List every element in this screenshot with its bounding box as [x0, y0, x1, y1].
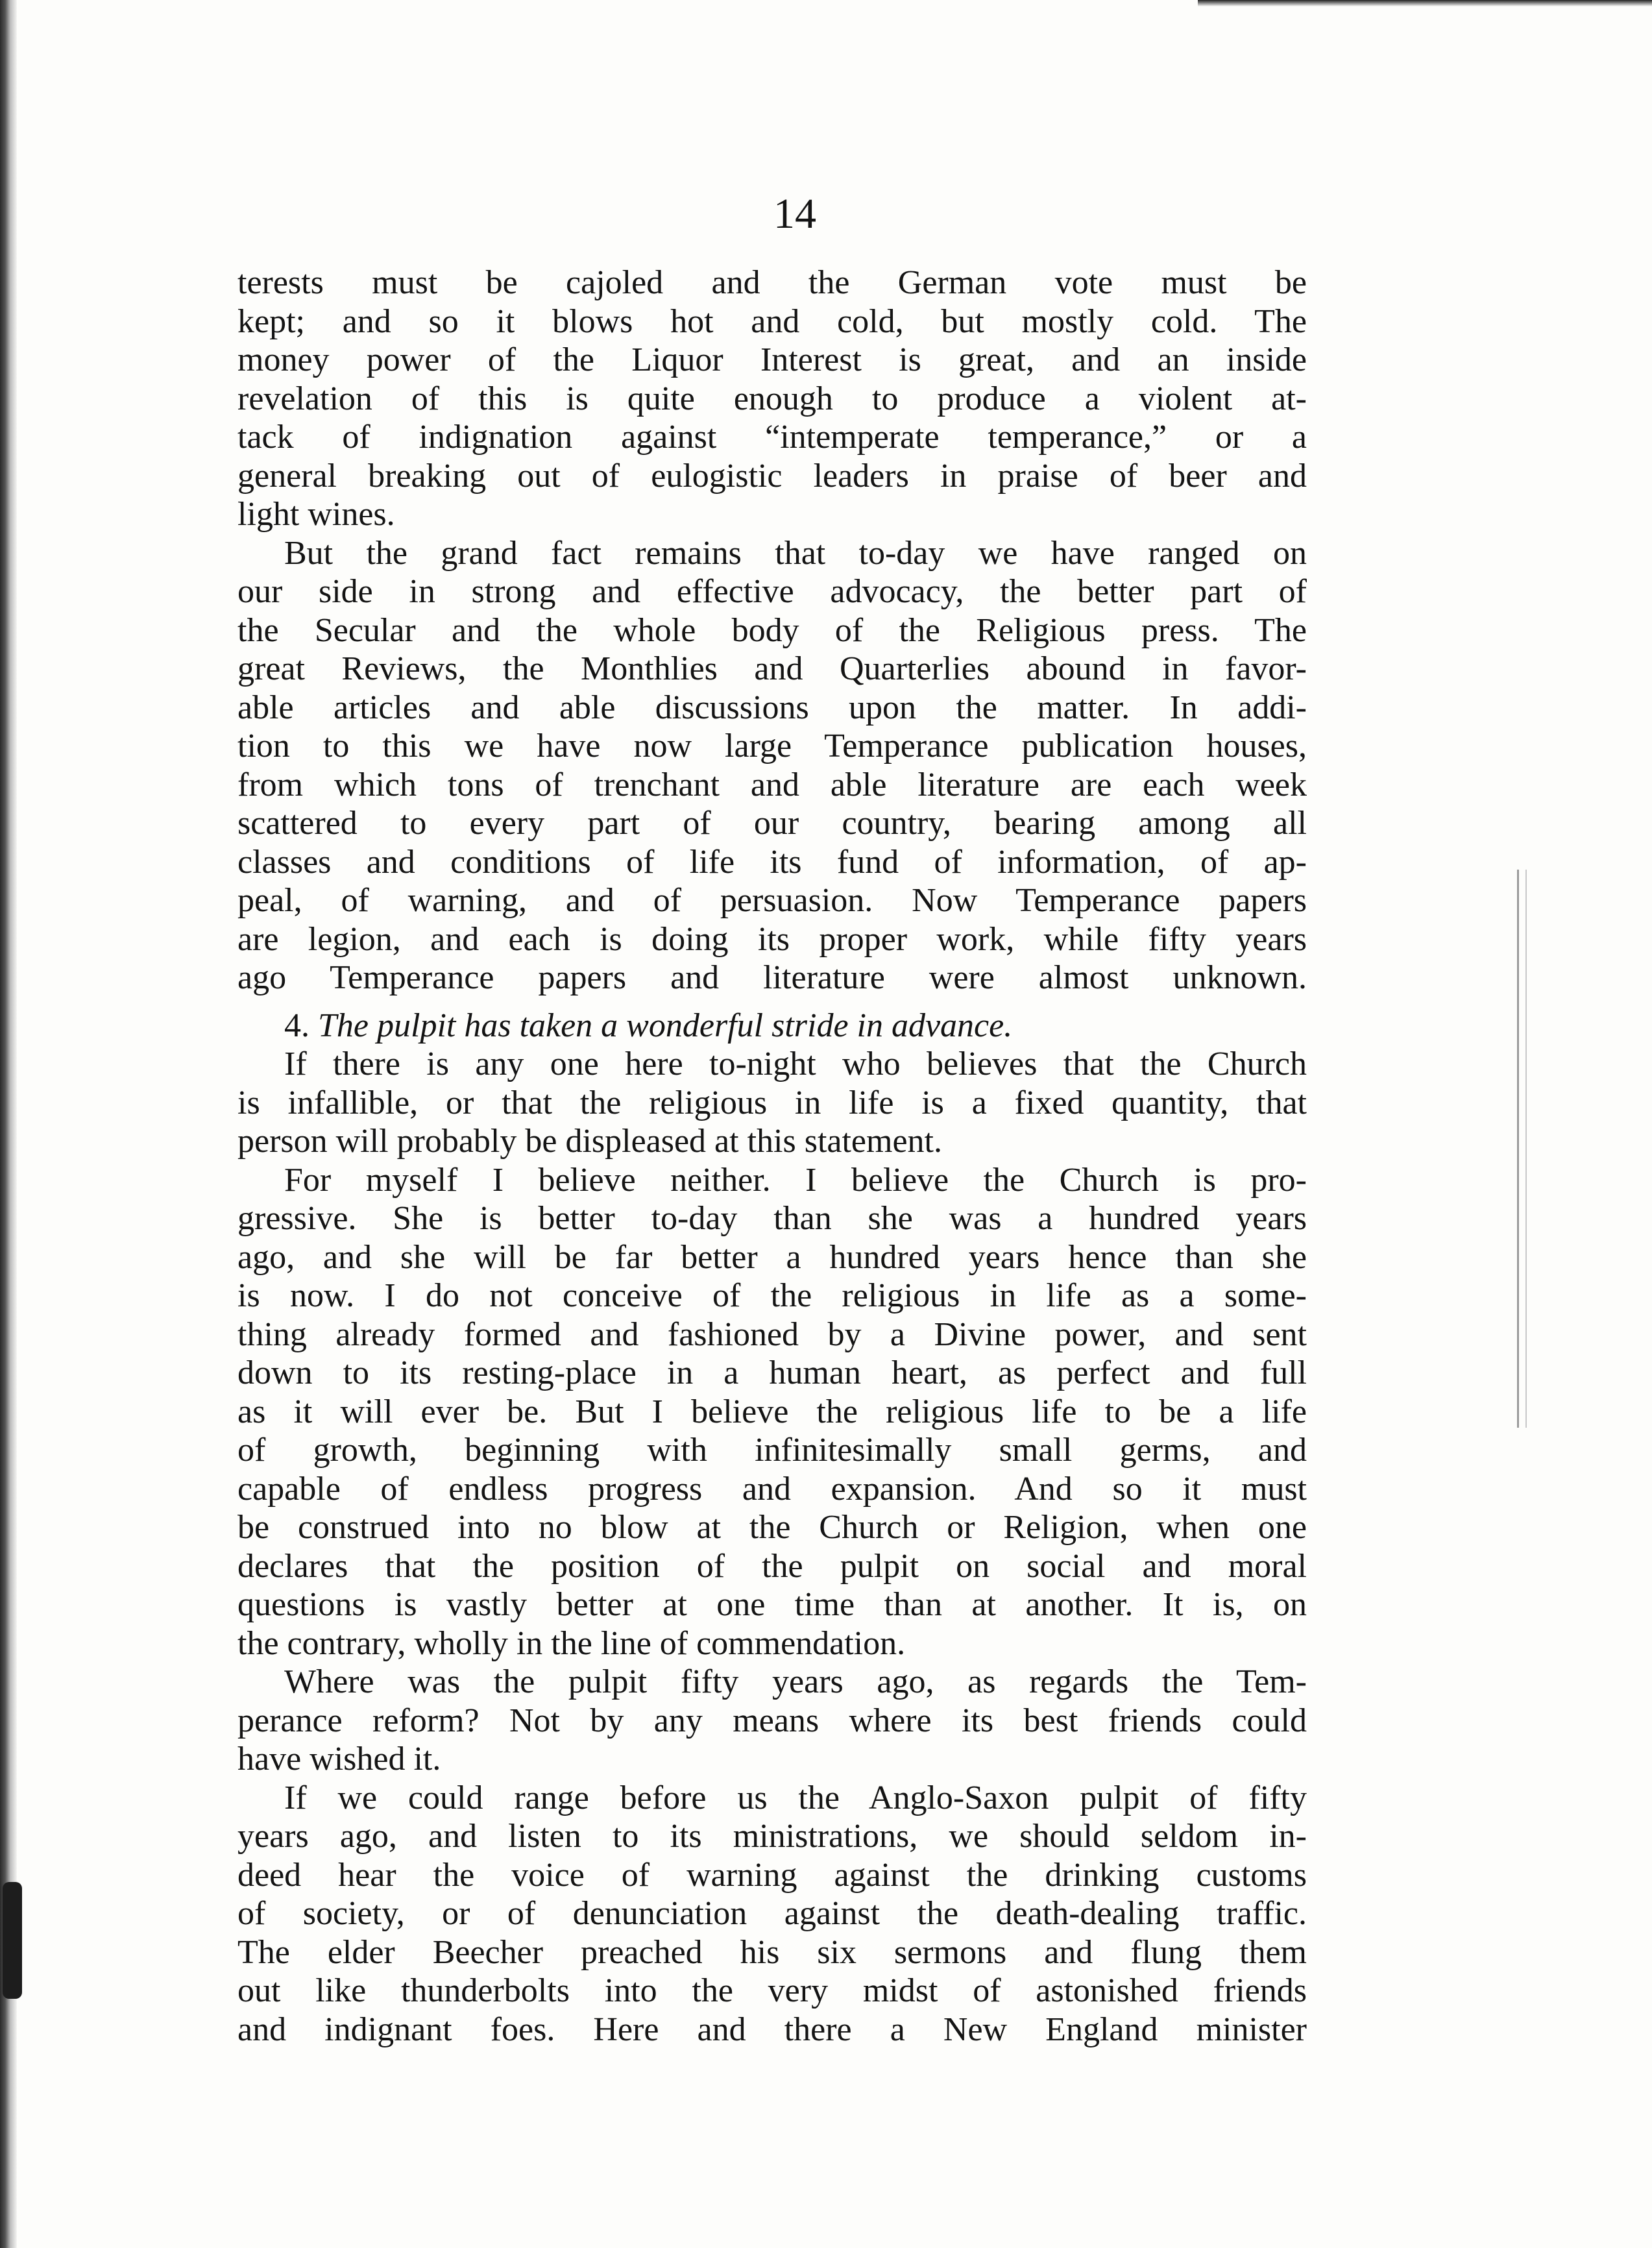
text-line: gressive. She is better to-day than she was a hundred years	[237, 1200, 1307, 1237]
paragraph	[237, 1663, 1307, 1779]
text-line: classes and conditions of life its fund of information, of ap-	[237, 843, 1307, 881]
text-line: from which tons of trenchant and able literature are each week	[237, 766, 1307, 803]
text-line: is infallible, or that the religious in life is a fixed quantity, that	[237, 1084, 1307, 1121]
text-line: But the grand fact remains that to-day we have ranged on	[284, 534, 1307, 572]
body-text	[237, 263, 1307, 2049]
text-line: peal, of warning, and of persuasion. Now Temperance papers	[237, 882, 1307, 919]
text-line: tack of indignation against “intemperate temperance,” or a	[237, 419, 1307, 456]
text-line: the Secular and the whole body of the Religious press. The	[237, 611, 1307, 649]
paragraph	[237, 1779, 1307, 2049]
paragraph	[237, 534, 1307, 997]
text-line: For myself I believe neither. I believe the Church is pro-	[284, 1161, 1307, 1199]
text-line: tion to this we have now large Temperance publication houses,	[237, 727, 1307, 764]
binding-mark	[1517, 870, 1527, 1428]
text-line: of growth, beginning with infinitesimally small germs, and	[237, 1432, 1307, 1469]
paragraph	[237, 1045, 1307, 1161]
text-line: terests must be cajoled and the German vote must be	[237, 264, 1307, 301]
text-line: deed hear the voice of warning against the drinking customs	[237, 1856, 1307, 1894]
text-line: declares that the position of the pulpit on social and moral	[237, 1547, 1307, 1585]
text-line: thing already formed and fashioned by a Divine power, and sent	[237, 1315, 1307, 1353]
text-line: light wines.	[237, 496, 395, 533]
text-line: perance reform? Not by any means where its best friends could	[237, 1702, 1307, 1739]
text-line: years ago, and listen to its ministrations, we should seldom in-	[237, 1818, 1307, 1855]
text-line: ago Temperance papers and literature were almost unknown.	[237, 959, 1307, 996]
text-line: be construed into no blow at the Church or Religion, when one	[237, 1509, 1307, 1546]
section-title: The pulpit has taken a wonderful stride in advance.	[318, 1007, 1013, 1044]
text-line: and indignant foes. Here and there a New England minister	[237, 2010, 1307, 2048]
text-line: ago, and she will be far better a hundred years hence than she	[237, 1238, 1307, 1276]
page-number: 14	[773, 190, 816, 238]
text-line: If there is any one here to-night who believes that the Church	[284, 1045, 1307, 1082]
text-line: capable of endless progress and expansion. And so it must	[237, 1470, 1307, 1508]
text-line: great Reviews, the Monthlies and Quarterlies abound in favor-	[237, 650, 1307, 687]
text-line: If we could range before us the Anglo-Saxon pulpit of fifty	[284, 1779, 1307, 1816]
text-line: revelation of this is quite enough to produce a violent at-	[237, 380, 1307, 417]
scan-smudge	[3, 1882, 22, 1999]
text-line: general breaking out of eulogistic leaders in praise of beer and	[237, 457, 1307, 495]
text-line: as it will ever be. But I believe the religious life to be a life	[237, 1393, 1307, 1430]
text-line: are legion, and each is doing its proper work, while fifty years	[237, 920, 1307, 958]
text-line: of society, or of denunciation against the death-dealing traffic.	[237, 1895, 1307, 1932]
text-line: questions is vastly better at one time than at another. It is, on	[237, 1586, 1307, 1623]
paragraph	[237, 1161, 1307, 1663]
text-line: have wished it.	[237, 1741, 441, 1778]
section-number: 4.	[284, 1007, 310, 1044]
spacer	[237, 997, 1307, 1007]
text-line: kept; and so it blows hot and cold, but mostly cold. The	[237, 302, 1307, 340]
text-line: money power of the Liquor Interest is great, and an inside	[237, 341, 1307, 378]
text-line: the contrary, wholly in the line of commendation.	[237, 1624, 906, 1662]
text-line: person will probably be displeased at this statement.	[237, 1123, 942, 1160]
text-line: out like thunderbolts into the very midst of astonished friends	[237, 1972, 1307, 2009]
text-line: able articles and able discussions upon the matter. In addi-	[237, 689, 1307, 726]
text-line: our side in strong and effective advocacy, the better part of	[237, 573, 1307, 610]
text-line: The elder Beecher preached his six sermons and flung them	[237, 1933, 1307, 1971]
text-line: is now. I do not conceive of the religious in life as a some-	[237, 1277, 1307, 1314]
paragraph	[237, 263, 1307, 534]
text-line: down to its resting-place in a human heart, as perfect and full	[237, 1354, 1307, 1391]
section-heading	[237, 1007, 1307, 1045]
text-line: Where was the pulpit fifty years ago, as regards the Tem-	[284, 1663, 1307, 1700]
text-line: scattered to every part of our country, bearing among all	[237, 805, 1307, 842]
page-edge-top	[1198, 0, 1652, 6]
